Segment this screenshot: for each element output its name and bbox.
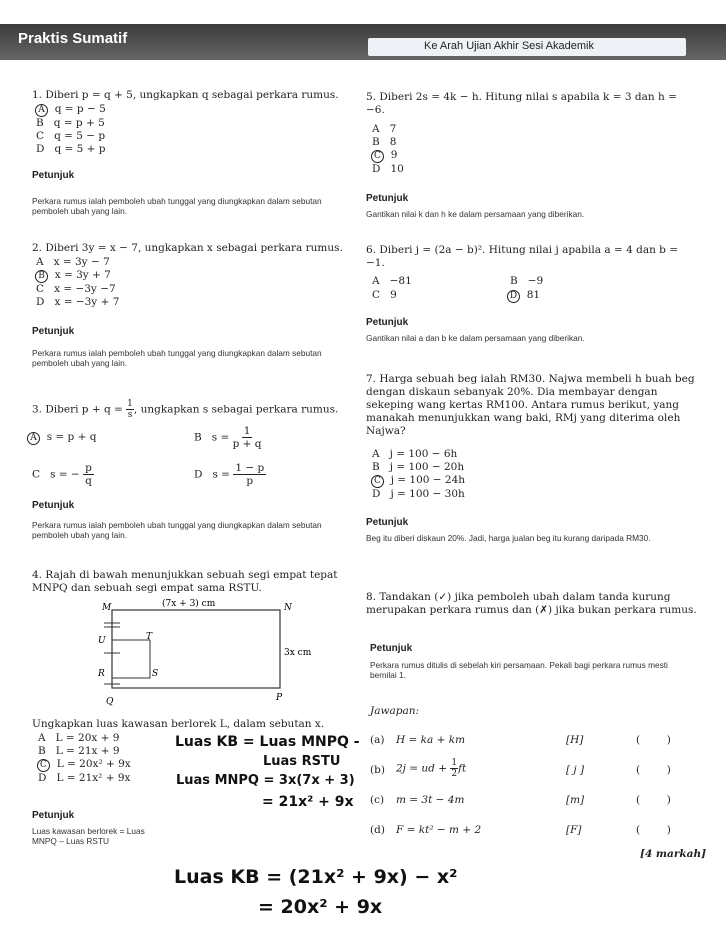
- q1-d-text: q = 5 + p: [54, 143, 106, 155]
- q1-hint: Perkara rumus ialah pemboleh ubah tunggal yang diungkapkan dalam sebutan pemboleh ubah yang lain.: [32, 196, 322, 216]
- q7-d-letter: D: [372, 488, 381, 500]
- q8-row-c-var: [m]: [566, 794, 585, 806]
- q5-b-letter: B: [372, 136, 380, 148]
- q2-options: [36, 256, 119, 309]
- label-m: M: [102, 603, 112, 613]
- q8-row-d-var: [F]: [566, 824, 582, 836]
- q3-stem-pre: 3. Diberi p + q =: [32, 403, 127, 416]
- q8-row-b-label: (b): [370, 764, 385, 776]
- q6-option-c[interactable]: [372, 289, 397, 302]
- q6-c-text: 9: [390, 289, 397, 301]
- q4-working-3: Luas MNPQ = 3x(7x + 3): [176, 773, 355, 788]
- q1-c-letter: C: [36, 130, 45, 142]
- q6-c-letter: C: [372, 289, 381, 301]
- q4-d-letter: D: [38, 772, 47, 784]
- q4-d-text: L = 21x² + 9x: [56, 772, 131, 784]
- q5-option-b[interactable]: [372, 136, 404, 149]
- q4-working-5: Luas KB = (21x² + 9x) − x²: [174, 866, 458, 888]
- q5-c-text: 9: [390, 149, 398, 161]
- q3-b-den: p + q: [232, 438, 262, 450]
- q5-hint-title: Petunjuk: [366, 193, 409, 204]
- q3-d-pre: s =: [212, 468, 234, 481]
- q1-option-b[interactable]: [36, 117, 106, 130]
- q7-b-letter: B: [372, 461, 380, 473]
- q3-option-c[interactable]: [32, 462, 94, 487]
- q1-option-d[interactable]: [36, 143, 106, 156]
- q7-hint-title: Petunjuk: [366, 517, 409, 528]
- q3-option-a[interactable]: [28, 431, 96, 445]
- q4-b-letter: B: [38, 745, 46, 757]
- q2-d-letter: D: [36, 296, 45, 308]
- q4-options: [38, 732, 131, 785]
- q5-c-letter: C: [371, 150, 384, 163]
- q8-b-num: 1: [451, 758, 458, 768]
- q8-row-c-eq: m = 3t − 4m: [396, 794, 465, 806]
- q8-row-b-var: [ j ]: [566, 764, 585, 776]
- q3-a-letter: A: [27, 432, 40, 445]
- q4-a-text: L = 20x + 9: [55, 732, 120, 744]
- q1-hint-title: Petunjuk: [32, 170, 75, 181]
- q6-hint-title: Petunjuk: [366, 317, 409, 328]
- q2-d-text: x = −3y + 7: [54, 296, 120, 308]
- q5-option-a[interactable]: [372, 123, 404, 136]
- q2-option-a[interactable]: [36, 256, 119, 269]
- q3-c-letter: C: [32, 468, 41, 481]
- q5-option-c[interactable]: [372, 149, 404, 163]
- q7-option-b[interactable]: [372, 461, 465, 474]
- q8-row-b-eq: [396, 758, 466, 779]
- q2-b-text: x = 3y + 7: [54, 269, 111, 281]
- q6-d-text: 81: [526, 289, 541, 301]
- q6-stem: 6. Diberi j = (2a − b)². Hitung nilai j apabila a = 4 dan b = −1.: [366, 244, 679, 269]
- q4-option-a[interactable]: [38, 732, 131, 745]
- rect-mnpq: [112, 610, 280, 688]
- q3-stem-post: , ungkapkan s sebagai perkara rumus.: [133, 403, 339, 416]
- q3-c-den: q: [85, 475, 92, 487]
- q8-row-b-box[interactable]: ( ): [636, 764, 671, 776]
- q8-row-a-eq: H = ka + km: [396, 734, 466, 746]
- q1-d-letter: D: [36, 143, 45, 155]
- label-q: Q: [106, 697, 114, 707]
- q4-working-6: = 20x² + 9x: [258, 896, 383, 918]
- label-n: N: [284, 603, 292, 613]
- q2-hint: Perkara rumus ialah pemboleh ubah tunggal yang diungkapkan dalam sebutan pemboleh ubah yang lain.: [32, 348, 322, 368]
- q3-option-b[interactable]: [194, 425, 262, 450]
- q4-a-letter: A: [38, 732, 46, 744]
- q7-c-letter: C: [371, 475, 384, 488]
- q5-a-letter: A: [372, 123, 380, 135]
- q3-frac-num: 1: [127, 399, 133, 409]
- q8-row-c-box[interactable]: ( ): [636, 794, 671, 806]
- q8-answer-label: Jawapan:: [370, 705, 419, 717]
- q3-b-letter: B: [194, 431, 202, 444]
- q4-stem: 4. Rajah di bawah menunjukkan sebuah segi empat tepat MNPQ dan sebuah segi empat sama RSTU.: [32, 569, 338, 594]
- q6-b-letter: B: [510, 275, 518, 287]
- q4-hint: Luas kawasan berlorek = Luas MNPQ – Luas RSTU: [32, 826, 145, 846]
- q4-diagram: [90, 598, 340, 710]
- q8-hint-title: Petunjuk: [370, 643, 413, 654]
- q3-c-num: p: [85, 462, 92, 474]
- q3-d-num: 1 − p: [235, 462, 265, 474]
- q1-b-text: q = p + 5: [53, 117, 105, 129]
- q7-hint: Beg itu diberi diskaun 20%. Jadi, harga jualan beg itu kurang daripada RM30.: [366, 533, 651, 543]
- q8-row-c-label: (c): [370, 794, 385, 806]
- q2-b-letter: B: [35, 270, 48, 283]
- q3-hint-title: Petunjuk: [32, 500, 75, 511]
- q7-stem: 7. Harga sebuah beg ialah RM30. Najwa membeli h buah beg dengan diskaun sebanyak 20%. Dia membayar dengan sekeping wang kertas RM100. Antara rumus berikut, yang manakah menunjukkan wang baki, RMj yang diterima oleh Najwa?: [366, 373, 695, 437]
- label-p: P: [276, 693, 283, 703]
- q5-b-text: 8: [389, 136, 397, 148]
- q2-hint-title: Petunjuk: [32, 326, 75, 337]
- q3-b-pre: s =: [211, 431, 233, 444]
- q1-a-letter: A: [35, 104, 48, 117]
- q1-b-letter: B: [36, 117, 44, 129]
- q7-a-text: j = 100 − 6h: [389, 448, 458, 460]
- q2-stem: 2. Diberi 3y = x − 7, ungkapkan x sebagai perkara rumus.: [32, 242, 343, 254]
- header-subtitle-box: [368, 38, 686, 56]
- q1-stem: 1. Diberi p = q + 5, ungkapkan q sebagai perkara rumus.: [32, 89, 339, 101]
- q1-option-a[interactable]: [36, 103, 106, 117]
- q4-hint-title: Petunjuk: [32, 810, 75, 821]
- q4-working-4: = 21x² + 9x: [262, 794, 354, 810]
- q8-marks: [4 markah]: [640, 848, 707, 860]
- q4-option-b[interactable]: [38, 745, 131, 758]
- q3-stem: [32, 399, 338, 420]
- q5-stem: 5. Diberi 2s = 4k − h. Hitung nilai s apabila k = 3 dan h = −6.: [366, 91, 677, 116]
- q4-option-c[interactable]: [38, 758, 131, 772]
- q3-c-pre: s = −: [50, 468, 84, 481]
- q5-d-text: 10: [390, 163, 404, 175]
- q5-a-text: 7: [389, 123, 397, 135]
- q4-option-d[interactable]: [38, 772, 131, 785]
- q8-row-a-box[interactable]: ( ): [636, 734, 671, 746]
- q1-a-text: q = p − 5: [54, 103, 106, 115]
- q5-d-letter: D: [372, 163, 381, 175]
- label-u: U: [98, 636, 106, 646]
- column-divider: [352, 88, 353, 888]
- q7-b-text: j = 100 − 20h: [389, 461, 465, 473]
- q2-option-b[interactable]: [36, 269, 119, 283]
- q3-option-d[interactable]: [194, 462, 266, 487]
- q2-option-d[interactable]: [36, 296, 119, 309]
- q8-b-den: 2: [451, 769, 458, 779]
- q6-option-b[interactable]: [510, 275, 543, 288]
- q1-c-text: q = 5 − p: [54, 130, 106, 142]
- q8-stem: 8. Tandakan (✓) jika pemboleh ubah dalam tanda kurung merupakan perkara rumus dan (✗) jika bukan perkara rumus.: [366, 591, 697, 616]
- label-s: S: [152, 669, 159, 679]
- q8-row-a-label: (a): [370, 734, 385, 746]
- q8-row-d-box[interactable]: ( ): [636, 824, 671, 836]
- q3-a-text: s = p + q: [46, 431, 97, 443]
- q6-option-a[interactable]: [372, 275, 412, 288]
- q7-d-text: j = 100 − 30h: [390, 488, 465, 500]
- q2-c-text: x = −3y −7: [54, 283, 116, 295]
- q3-d-letter: D: [194, 468, 203, 481]
- q2-option-c[interactable]: [36, 283, 119, 296]
- q4-c-text: L = 20x² + 9x: [56, 758, 131, 770]
- header-subtitle: Ke Arah Ujian Akhir Sesi Akademik: [424, 40, 594, 52]
- page-title: Praktis Sumatif: [18, 30, 128, 47]
- q3-d-den: p: [246, 475, 254, 487]
- q6-b-text: −9: [527, 275, 544, 287]
- q8-b-eq-pre: 2j = ud +: [396, 762, 451, 775]
- q6-hint: Gantikan nilai a dan b ke dalam persamaan yang diberikan.: [366, 333, 585, 343]
- top-dimension: (7x + 3) cm: [162, 599, 216, 609]
- q8-row-d-label: (d): [370, 824, 385, 836]
- q8-hint: Perkara rumus ditulis di sebelah kiri persamaan. Pekali bagi perkara rumus mesti bernilai 1.: [370, 660, 668, 680]
- q6-d-letter: D: [507, 290, 520, 303]
- q2-a-letter: A: [36, 256, 44, 268]
- q7-option-a[interactable]: [372, 448, 465, 461]
- q7-option-d[interactable]: [372, 488, 465, 501]
- square-rstu: [112, 640, 150, 678]
- label-t: T: [146, 632, 153, 642]
- q8-row-d-eq: F = kt² − m + 2: [396, 824, 482, 836]
- q8-row-a-var: [H]: [566, 734, 584, 746]
- q2-c-letter: C: [36, 283, 45, 295]
- q7-option-c[interactable]: [372, 474, 465, 488]
- q5-options: [372, 123, 404, 176]
- q6-a-letter: A: [372, 275, 380, 287]
- q3-frac-den: s: [127, 410, 133, 420]
- q2-a-text: x = 3y − 7: [53, 256, 110, 268]
- q3-hint: Perkara rumus ialah pemboleh ubah tunggal yang diungkapkan dalam sebutan pemboleh ubah yang lain.: [32, 520, 322, 540]
- q5-option-d[interactable]: [372, 163, 404, 176]
- label-r: R: [98, 669, 105, 679]
- side-dimension: 3x cm: [284, 648, 312, 658]
- q7-a-letter: A: [372, 448, 380, 460]
- q8-b-eq-post: ft: [458, 762, 467, 775]
- q7-options: [372, 448, 465, 501]
- q6-option-d[interactable]: [508, 289, 540, 303]
- q4-b-text: L = 21x + 9: [55, 745, 120, 757]
- q4-question: Ungkapkan luas kawasan berlorek L, dalam sebutan x.: [32, 718, 325, 730]
- q1-option-c[interactable]: [36, 130, 106, 143]
- q4-c-letter: C: [37, 759, 50, 772]
- q6-a-text: −81: [389, 275, 412, 287]
- q5-hint: Gantikan nilai k dan h ke dalam persamaan yang diberikan.: [366, 209, 585, 219]
- q3-b-num: 1: [243, 425, 251, 437]
- q4-working-2: Luas RSTU: [263, 754, 341, 769]
- q4-working-1: Luas KB = Luas MNPQ -: [175, 734, 360, 750]
- q1-options: [36, 103, 106, 156]
- q7-c-text: j = 100 − 24h: [390, 474, 466, 486]
